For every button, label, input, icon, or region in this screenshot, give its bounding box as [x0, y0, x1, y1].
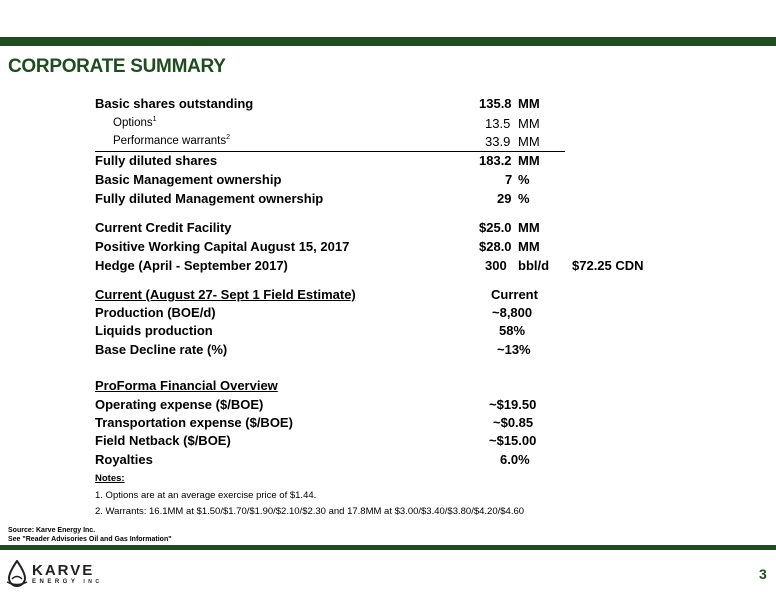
row-operating-expense: Operating expense ($/BOE) ~$19.50	[95, 397, 537, 412]
row-performance-warrants: Performance warrants$^2$ 33.9 MM	[113, 134, 540, 149]
row-liquids: Liquids production 58%	[95, 323, 526, 338]
page-number: 3	[759, 566, 767, 582]
top-header-bar	[0, 37, 776, 46]
row-working-capital: Positive Working Capital August 15, 2017 $28.0 MM	[95, 239, 540, 254]
row-fd-mgmt-ownership: Fully diluted Management ownership 29 %	[95, 191, 530, 206]
note-1: 1. Options are at an average exercise price of $1.44.	[95, 490, 317, 501]
karve-logo	[6, 558, 116, 592]
note-2: 2. Warrants: 16.1MM at $1.50/$1.70/$1.90/$2.10/$2.30 and 17.8MM at $3.00/$3.40/$3.80/$4.20/$4.60	[95, 506, 525, 517]
row-production-header: Current (August 27- Sept 1 Field Estimate) Current	[95, 287, 538, 302]
logo-wordmark: KARVE	[32, 562, 95, 579]
row-production: Production (BOE/d) ~8,800	[95, 305, 533, 320]
row-options: Options$^1$ 13.5 MM	[113, 116, 540, 131]
row-fully-diluted: Fully diluted shares 183.2 MM	[95, 153, 540, 168]
row-transportation-expense: Transportation expense ($/BOE) ~$0.85	[95, 415, 534, 430]
logo-subtitle: ENERGY INC	[32, 579, 103, 585]
advisory-line: See "Reader Advisories Oil and Gas Information"	[8, 536, 172, 543]
notes-heading: Notes:	[95, 473, 125, 484]
page-title: CORPORATE SUMMARY	[8, 56, 226, 77]
row-decline: Base Decline rate (%) ~13%	[95, 342, 531, 357]
row-basic-mgmt-ownership: Basic Management ownership 7 %	[95, 172, 530, 187]
row-proforma-header: ProForma Financial Overview	[95, 378, 278, 393]
footer-bar	[0, 545, 776, 550]
row-field-netback: Field Netback ($/BOE) ~$15.00	[95, 433, 537, 448]
source-line: Source: Karve Energy Inc.	[8, 527, 96, 534]
row-credit-facility: Current Credit Facility $25.0 MM	[95, 220, 540, 235]
row-royalties: Royalties 6.0%	[95, 452, 530, 467]
row-basic-shares: Basic shares outstanding 135.8 MM	[95, 96, 540, 111]
row-hedge: Hedge (April - September 2017) 300 bbl/d $72.25 CDN	[95, 258, 644, 273]
subtotal-rule	[95, 151, 565, 152]
oil-drop-icon	[6, 560, 28, 590]
